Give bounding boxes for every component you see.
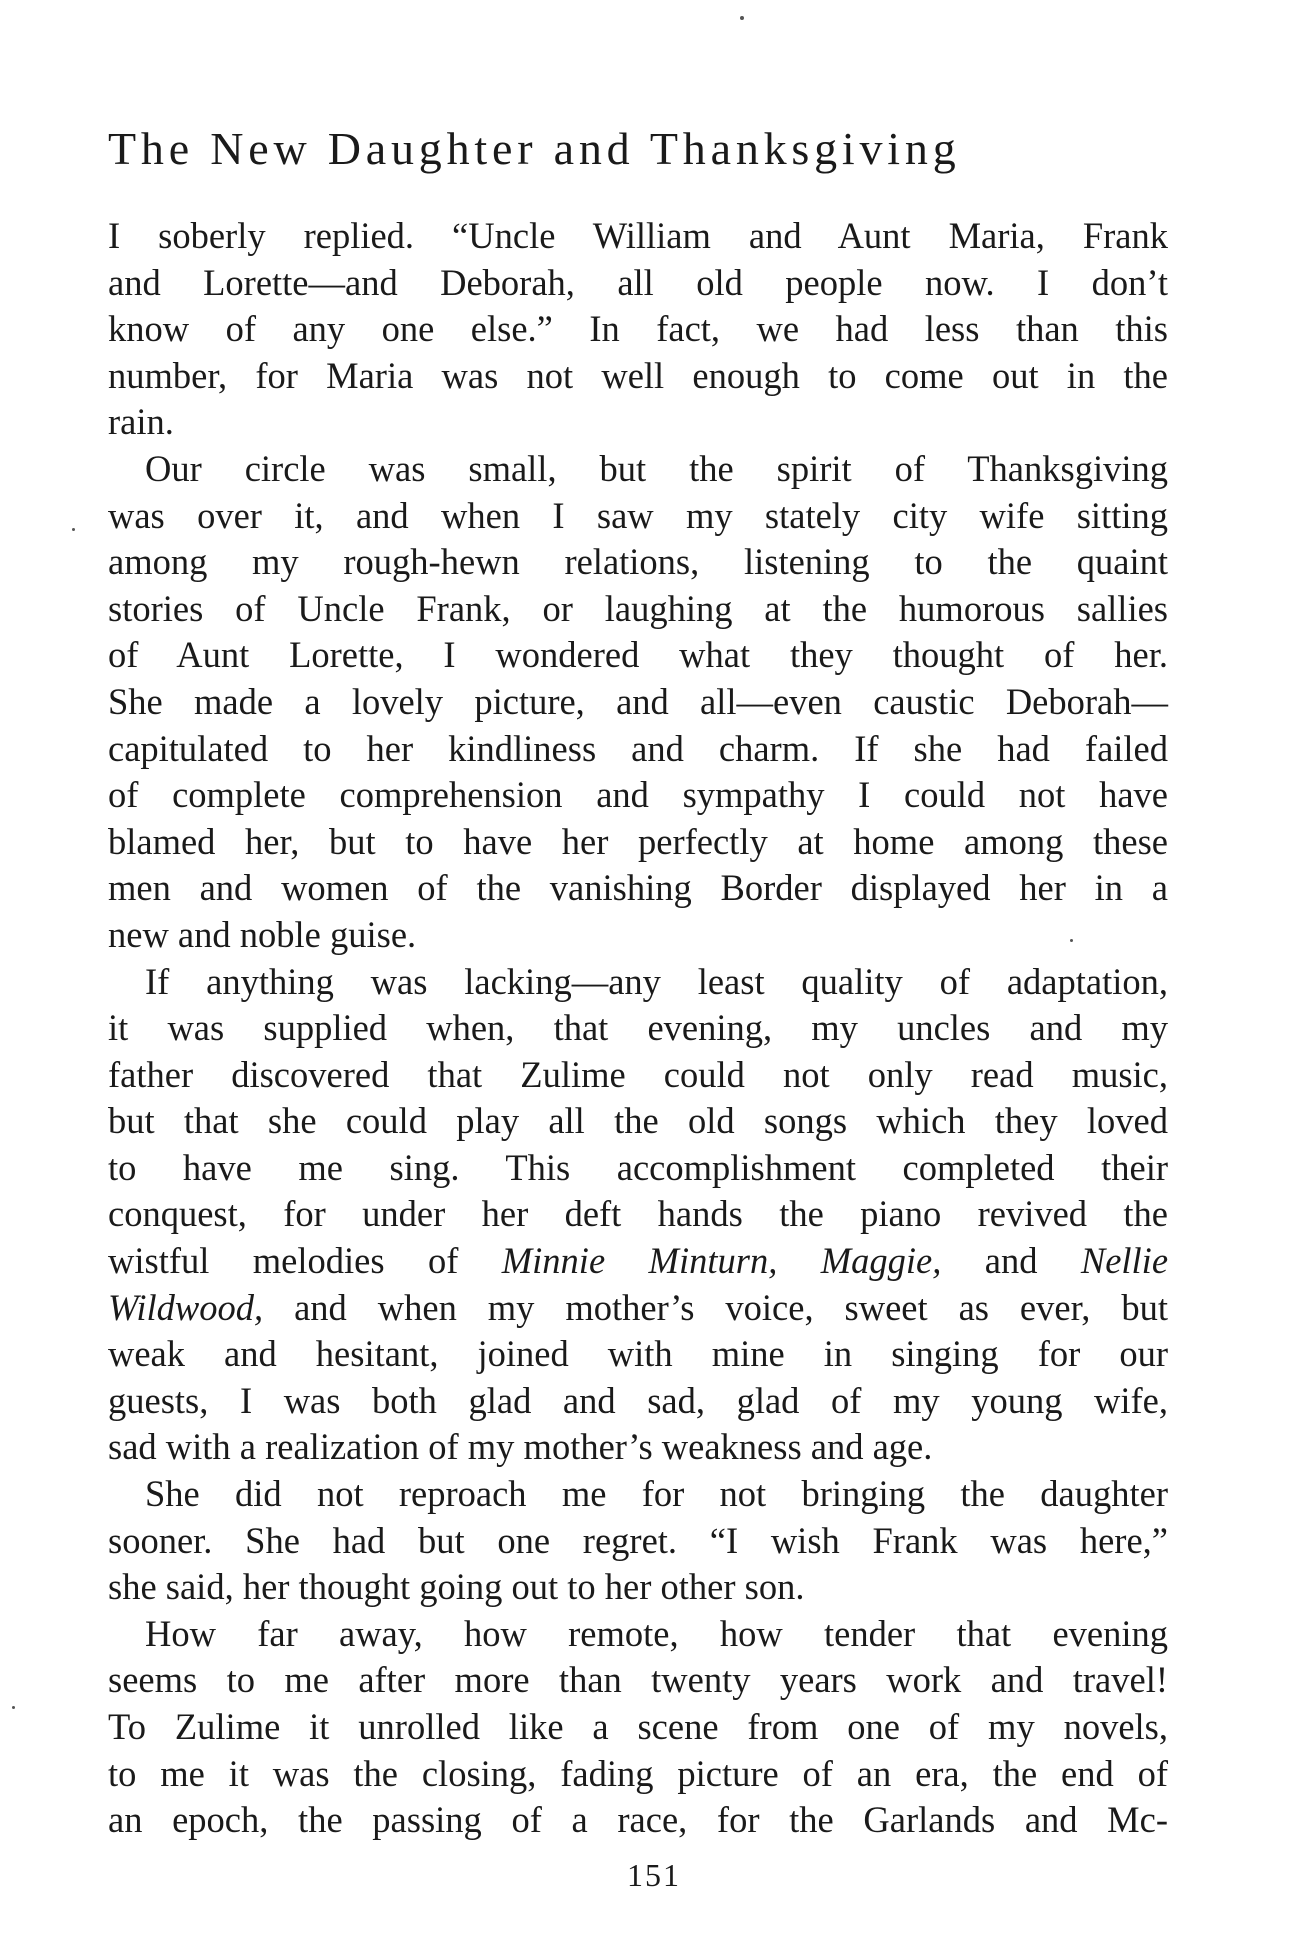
song-title: Nellie <box>1080 1240 1169 1282</box>
text-line: number, for Maria was not well enough to come out in the <box>108 354 1168 396</box>
text-line: rain. <box>108 401 174 443</box>
text-line: If anything was lacking—any least quality of adaptation, <box>145 960 1168 1002</box>
text-line-with-song-title <box>108 1285 1168 1332</box>
text-line: sooner. She had but one regret. “I wish Frank was here,” <box>108 1519 1168 1561</box>
text-line: but that she could play all the old songs which they loved <box>108 1100 1168 1142</box>
line-text: and when my mother’s voice, sweet as ever, but <box>263 1286 1168 1328</box>
text-line: father discovered that Zulime could not only read music, <box>108 1053 1168 1095</box>
text-line: To Zulime it unrolled like a scene from one of my novels, <box>108 1706 1168 1747</box>
scan-speck <box>740 16 744 20</box>
line-text: and <box>941 1240 1081 1282</box>
text-line: blamed her, but to have her perfectly at home among these <box>108 820 1168 862</box>
text-line: to me it was the closing, fading picture of an era, the end of <box>108 1752 1168 1794</box>
paragraph <box>108 959 1168 1472</box>
body-text <box>108 213 1168 1844</box>
text-line: men and women of the vanishing Border displayed her in a <box>108 867 1168 909</box>
text-line: was over it, and when I saw my stately city wife sitting <box>108 494 1168 536</box>
text-line: an epoch, the passing of a race, for the Garlands and Mc- <box>108 1799 1168 1841</box>
paragraph <box>108 1471 1168 1611</box>
text-line: of complete comprehension and sympathy I could not have <box>108 774 1168 816</box>
text-line: conquest, for under her deft hands the piano revived the <box>108 1193 1168 1235</box>
text-line: know of any one else.” In fact, we had less than this <box>108 308 1168 350</box>
text-line: She did not reproach me for not bringing the daughter <box>145 1473 1168 1515</box>
text-line: she said, her thought going out to her other son. <box>108 1566 805 1608</box>
text-line: of Aunt Lorette, I wondered what they thought of her. <box>108 634 1168 676</box>
text-line: How far away, how remote, how tender that evening <box>145 1612 1168 1654</box>
text-line: She made a lovely picture, and all—even caustic Deborah— <box>108 680 1168 722</box>
paragraph <box>108 1611 1168 1844</box>
text-line: sad with a realization of my mother’s weakness and age. <box>108 1426 933 1468</box>
text-line: and Lorette—and Deborah, all old people now. I don’t <box>108 261 1168 303</box>
text-line: capitulated to her kindliness and charm. If she had failed <box>108 727 1168 769</box>
scan-speck <box>12 1706 15 1709</box>
text-line: weak and hesitant, joined with mine in singing for our <box>108 1333 1168 1375</box>
running-head: The New Daughter and Thanksgiving <box>108 123 961 174</box>
text-line: Our circle was small, but the spirit of Thanksgiving <box>145 447 1168 489</box>
line-text: wistful melodies of <box>108 1240 502 1282</box>
song-title: Maggie, <box>820 1240 942 1282</box>
text-line: seems to me after more than twenty years work and travel! <box>108 1659 1168 1701</box>
text-line: to have me sing. This accomplishment completed their <box>108 1146 1168 1188</box>
song-title: Minnie Minturn, <box>501 1240 778 1282</box>
text-line: stories of Uncle Frank, or laughing at the humorous sallies <box>108 587 1168 629</box>
paragraph <box>108 213 1168 446</box>
text-line: new and noble guise. <box>108 913 417 955</box>
text-line: among my rough-hewn relations, listening to the quaint <box>108 541 1168 583</box>
text-line: I soberly replied. “Uncle William and Aunt Maria, Frank <box>108 215 1168 256</box>
text-line: guests, I was both glad and sad, glad of my young wife, <box>108 1379 1168 1421</box>
text-line-with-song-titles <box>108 1238 1168 1285</box>
text-line: it was supplied when, that evening, my uncles and my <box>108 1007 1168 1049</box>
scan-speck <box>72 528 75 531</box>
scan-speck <box>1070 939 1073 942</box>
song-title: Wildwood, <box>108 1286 264 1328</box>
paragraph <box>108 446 1168 959</box>
page-number: 151 <box>627 1857 681 1893</box>
